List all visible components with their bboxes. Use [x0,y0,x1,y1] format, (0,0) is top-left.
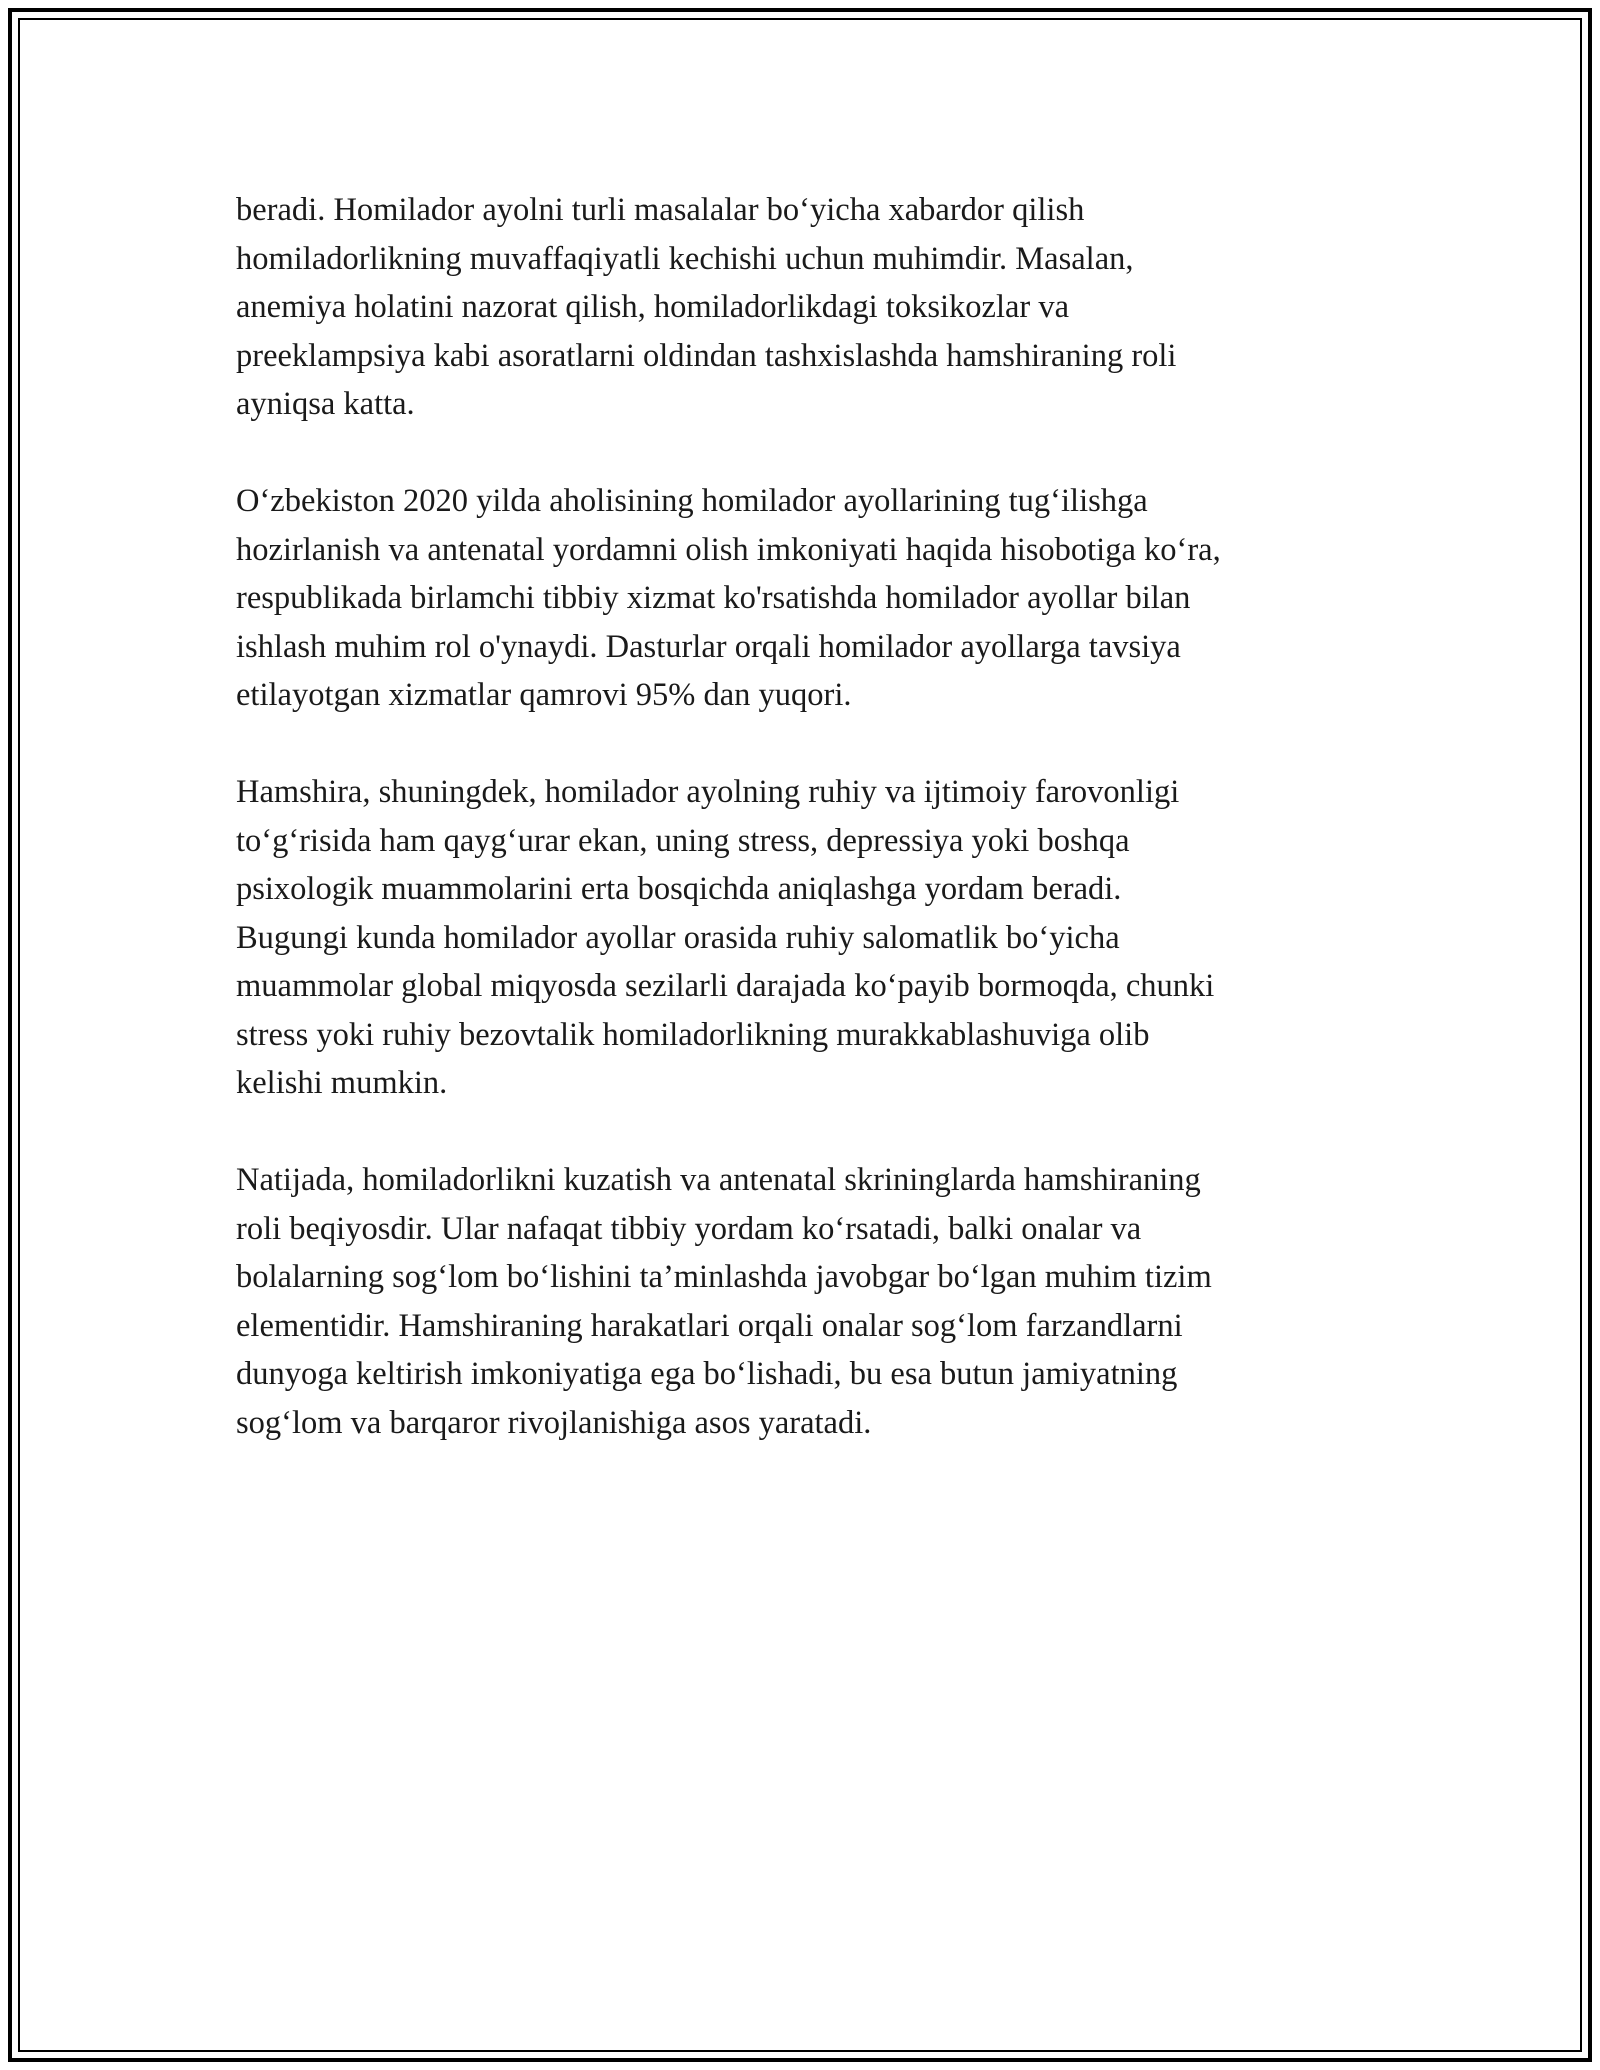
paragraph-1: beradi. Homilador ayolni turli masalalar bo‘yicha xabardor qilish homiladorlikning muvaffaqiyatli kechishi uchun muhimdir. Masalan, anemiya holatini nazorat qilish, homiladorlikdagi toksikozlar va preeklampsiya kabi asoratlarni oldindan tashxislashda hamshiraning roli ayniqsa katta. [236,192,1177,422]
paragraph-4: Natijada, homiladorlikni kuzatish va antenatal skrininglarda hamshiraning roli beqiyosdir. Ular nafaqat tibbiy yordam ko‘rsatadi, balki onalar va bolalarning sog‘lom bo‘lishini ta’minlashda javobgar bo‘lgan muhim tizim elementidir. Hamshiraning harakatlari orqali onalar sog‘lom farzandlarni dunyoga keltirish imkoniyatiga ega bo‘lishadi, bu esa butun jamiyatning sog‘lom va barqaror rivojlanishiga asos yaratadi. [236,1162,1212,1441]
document-body [236,186,1366,1447]
paragraph-2: O‘zbekiston 2020 yilda aholisining homilador ayollarining tug‘ilishga hozirlanish va antenatal yordamni olish imkoniyati haqida hisobotiga ko‘ra, respublikada birlamchi tibbiy xizmat ko'rsatishda homilador ayollar bilan ishlash muhim rol o'ynaydi. Dasturlar orqali homilador ayollarga tavsiya etilayotgan xizmatlar qamrovi 95% dan yuqori. [236,483,1221,713]
paragraph-3: Hamshira, shuningdek, homilador ayolning ruhiy va ijtimoiy farovonligi to‘g‘risida ham qayg‘urar ekan, uning stress, depressiya yoki boshqa psixologik muammolarini erta bosqichda aniqlashga yordam beradi. Bugungi kunda homilador ayollar orasida ruhiy salomatlik bo‘yicha muammolar global miqyosda sezilarli darajada ko‘payib bormoqda, chunki stress yoki ruhiy bezovtalik homiladorlikning murakkablashuviga olib kelishi mumkin. [236,774,1215,1101]
